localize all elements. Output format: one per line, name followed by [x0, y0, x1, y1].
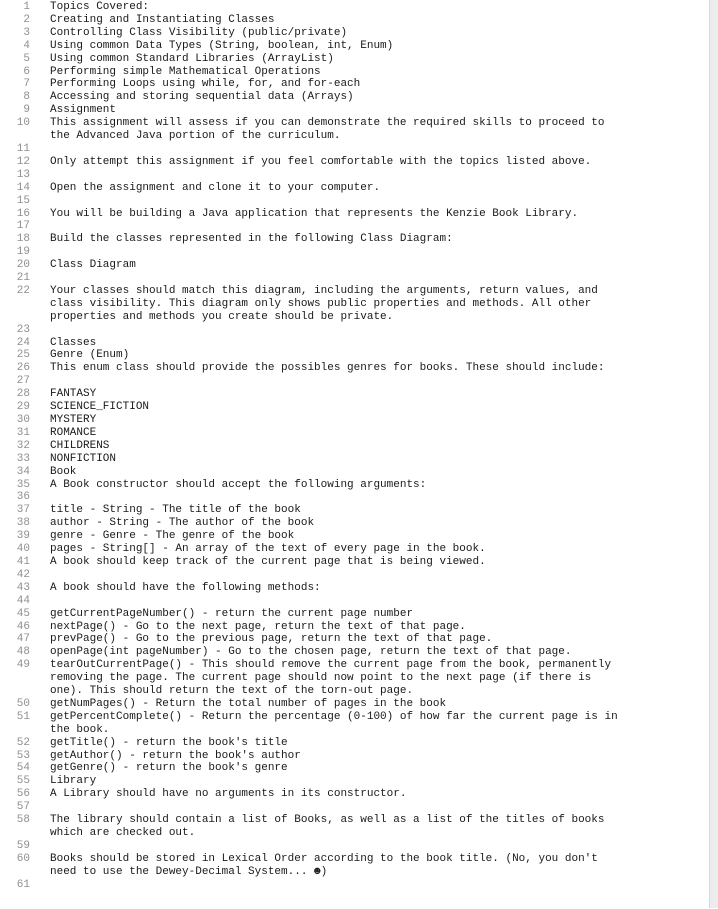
editor-line[interactable]	[0, 479, 710, 492]
line-number: 10	[16, 117, 30, 130]
line-number: 35	[16, 478, 30, 491]
line-number: 55	[16, 775, 30, 788]
editor-line[interactable]	[0, 517, 710, 530]
line-number: 18	[16, 233, 30, 246]
editor-line[interactable]	[0, 440, 710, 453]
line-number: 23	[16, 323, 30, 336]
line-text: pages - String[] - An array of the text of every page in the book.	[50, 543, 486, 556]
line-text: Accessing and storing sequential data (Arrays)	[50, 91, 354, 104]
editor-line[interactable]	[0, 246, 710, 259]
line-text: getTitle() - return the book's title	[50, 736, 288, 749]
editor-line[interactable]	[0, 78, 710, 91]
editor-line[interactable]	[0, 608, 710, 621]
line-text: A book should have the following methods:	[50, 581, 321, 594]
editor-line[interactable]	[0, 491, 710, 504]
line-text: prevPage() - Go to the previous page, return the text of that page.	[50, 633, 493, 646]
line-text: You will be building a Java application that represents the Kenzie Book Library.	[50, 207, 579, 220]
line-number: 31	[16, 426, 30, 439]
line-number: 34	[16, 465, 30, 478]
editor-line[interactable]	[0, 879, 710, 892]
line-number: 59	[16, 839, 30, 852]
editor-line[interactable]	[0, 156, 710, 169]
line-number: 52	[16, 736, 30, 749]
line-text: nextPage() - Go to the next page, return the text of that page.	[50, 620, 466, 633]
line-text: A Library should have no arguments in its constructor.	[50, 788, 407, 801]
line-number: 2	[23, 13, 30, 26]
line-text: openPage(int pageNumber) - Go to the chosen page, return the text of that page.	[50, 646, 572, 659]
editor-line[interactable]	[0, 337, 710, 350]
editor-line[interactable]	[0, 750, 710, 763]
line-number: 8	[23, 91, 30, 104]
editor-line[interactable]	[0, 646, 710, 659]
line-text: Performing Loops using while, for, and for-each	[50, 78, 361, 91]
editor-line[interactable]	[0, 91, 710, 104]
line-number: 37	[16, 504, 30, 517]
editor-line[interactable]	[0, 788, 710, 801]
editor-line[interactable]	[0, 195, 710, 208]
editor-line[interactable]	[0, 233, 710, 246]
line-text: Topics Covered:	[50, 1, 150, 13]
line-text: Your classes should match this diagram, including the arguments, return values, and class visibility. This diagram only shows public properties and methods. All other properties and methods you create should be private.	[50, 284, 598, 323]
line-text: Using common Standard Libraries (ArrayList)	[50, 52, 334, 65]
editor-line[interactable]	[0, 543, 710, 556]
line-text: CHILDRENS	[50, 439, 110, 452]
editor-line[interactable]	[0, 853, 710, 879]
editor-line[interactable]	[0, 569, 710, 582]
editor-line[interactable]	[0, 220, 710, 233]
line-number: 24	[16, 336, 30, 349]
editor-line[interactable]	[0, 169, 710, 182]
line-text: tearOutCurrentPage() - This should remove the current page from the book, permanently removing the page. The current page should now point to the next page (if there is one). This should return the text of the torn-out page.	[50, 659, 612, 698]
line-number: 42	[16, 568, 30, 581]
line-text: A Book constructor should accept the following arguments:	[50, 478, 427, 491]
line-number: 44	[16, 594, 30, 607]
line-number: 51	[16, 710, 30, 723]
editor-line[interactable]	[0, 14, 710, 27]
line-text: Creating and Instantiating Classes	[50, 13, 275, 26]
editor-line[interactable]	[0, 117, 710, 143]
line-number: 30	[16, 414, 30, 426]
editor-line[interactable]	[0, 453, 710, 466]
line-text: Genre (Enum)	[50, 349, 130, 362]
line-text: Class Diagram	[50, 259, 136, 272]
line-number: 54	[16, 762, 30, 775]
line-number: 13	[16, 168, 30, 181]
line-text: Book	[50, 465, 77, 478]
line-text: Open the assignment and clone it to your computer.	[50, 181, 381, 194]
line-number: 6	[23, 65, 30, 78]
editor-line[interactable]	[0, 737, 710, 750]
editor-line[interactable]	[0, 349, 710, 362]
line-number: 19	[16, 246, 30, 259]
line-text: getPercentComplete() - Return the percentage (0-100) of how far the current page is in the book.	[50, 710, 618, 736]
line-text: This enum class should provide the possibles genres for books. These should include:	[50, 362, 605, 375]
line-text: Library	[50, 775, 97, 788]
line-text: SCIENCE_FICTION	[50, 401, 150, 414]
line-number: 14	[16, 181, 30, 194]
line-number: 20	[16, 259, 30, 272]
line-text: MYSTERY	[50, 414, 97, 426]
line-text: Controlling Class Visibility (public/private)	[50, 26, 348, 39]
line-number: 47	[16, 633, 30, 646]
editor-line[interactable]	[0, 698, 710, 711]
editor-line[interactable]	[0, 840, 710, 853]
editor-line[interactable]	[0, 66, 710, 79]
line-text: Assignment	[50, 104, 117, 117]
line-number: 33	[16, 452, 30, 465]
editor-line[interactable]	[0, 27, 710, 40]
editor-line[interactable]	[0, 1, 710, 14]
line-number: 15	[16, 194, 30, 207]
editor-line[interactable]	[0, 143, 710, 156]
editor-line[interactable]	[0, 285, 710, 324]
line-number: 1	[23, 1, 30, 13]
line-text: title - String - The title of the book	[50, 504, 301, 517]
editor-line[interactable]	[0, 40, 710, 53]
line-text: Books should be stored in Lexical Order according to the book title. (No, you don't need to use the Dewey-Decimal System... ☻)	[50, 852, 598, 878]
line-number: 46	[16, 620, 30, 633]
editor-line[interactable]	[0, 259, 710, 272]
line-text: Build the classes represented in the following Class Diagram:	[50, 233, 453, 246]
line-number: 58	[16, 814, 30, 827]
line-number: 61	[16, 878, 30, 891]
editor-line[interactable]	[0, 375, 710, 388]
line-number: 17	[16, 220, 30, 233]
line-text: author - String - The author of the book	[50, 517, 315, 530]
editor-line[interactable]	[0, 762, 710, 775]
line-number: 36	[16, 491, 30, 504]
line-text: getCurrentPageNumber() - return the current page number	[50, 607, 414, 620]
line-text: ROMANCE	[50, 426, 97, 439]
line-text: genre - Genre - The genre of the book	[50, 530, 295, 543]
line-number: 11	[16, 142, 30, 155]
editor-line[interactable]	[0, 388, 710, 401]
line-number: 25	[16, 349, 30, 362]
editor-line[interactable]	[0, 53, 710, 66]
editor-line[interactable]	[0, 582, 710, 595]
line-text: The library should contain a list of Books, as well as a list of the titles of books which are checked out.	[50, 814, 605, 839]
line-number: 40	[16, 543, 30, 556]
line-text: getGenre() - return the book's genre	[50, 762, 288, 775]
line-text: NONFICTION	[50, 452, 117, 465]
editor-line[interactable]	[0, 633, 710, 646]
line-number: 3	[23, 26, 30, 39]
line-text: Using common Data Types (String, boolean, int, Enum)	[50, 39, 394, 52]
line-number: 12	[16, 155, 30, 168]
editor-line[interactable]	[0, 659, 710, 698]
editor-line[interactable]	[0, 711, 710, 737]
line-number: 29	[16, 401, 30, 414]
editor-line[interactable]	[0, 324, 710, 337]
editor-line[interactable]	[0, 801, 710, 814]
line-number: 28	[16, 388, 30, 401]
editor-line[interactable]	[0, 272, 710, 285]
line-number: 5	[23, 52, 30, 65]
line-number: 16	[16, 207, 30, 220]
line-number: 48	[16, 646, 30, 659]
editor-line[interactable]	[0, 104, 710, 117]
editor-line[interactable]	[0, 182, 710, 195]
line-text: A book should keep track of the current page that is being viewed.	[50, 555, 486, 568]
line-number: 57	[16, 801, 30, 814]
line-text: FANTASY	[50, 388, 97, 401]
line-number: 38	[16, 517, 30, 530]
line-text: This assignment will assess if you can demonstrate the required skills to proceed to the Advanced Java portion of the curriculum.	[50, 117, 605, 143]
line-number: 45	[16, 607, 30, 620]
editor-line[interactable]	[0, 814, 710, 840]
editor-line[interactable]	[0, 775, 710, 788]
editor-line[interactable]	[0, 504, 710, 517]
editor-line[interactable]	[0, 530, 710, 543]
line-text: Performing simple Mathematical Operations	[50, 65, 321, 78]
editor-line[interactable]	[0, 621, 710, 634]
line-number: 50	[16, 697, 30, 710]
vertical-scrollbar[interactable]	[709, 0, 718, 908]
line-number: 60	[16, 852, 30, 865]
line-number: 4	[23, 39, 30, 52]
line-number: 9	[23, 104, 30, 117]
line-text: Classes	[50, 336, 97, 349]
editor-line[interactable]	[0, 556, 710, 569]
editor-line[interactable]	[0, 414, 710, 427]
line-text: Only attempt this assignment if you feel comfortable with the topics listed above.	[50, 155, 592, 168]
editor-line[interactable]	[0, 362, 710, 375]
editor-line[interactable]	[0, 401, 710, 414]
line-number: 26	[16, 362, 30, 375]
line-number: 43	[16, 581, 30, 594]
line-number: 27	[16, 375, 30, 388]
line-number: 39	[16, 530, 30, 543]
line-number: 32	[16, 439, 30, 452]
editor-line[interactable]	[0, 595, 710, 608]
editor-line[interactable]	[0, 427, 710, 440]
line-number: 22	[16, 284, 30, 297]
line-number: 49	[16, 659, 30, 672]
line-number: 41	[16, 555, 30, 568]
line-number: 7	[23, 78, 30, 91]
line-text: getAuthor() - return the book's author	[50, 749, 301, 762]
editor-line[interactable]	[0, 466, 710, 479]
line-number: 53	[16, 749, 30, 762]
editor-line[interactable]	[0, 208, 710, 221]
line-text: getNumPages() - Return the total number of pages in the book	[50, 697, 447, 710]
line-number: 21	[16, 272, 30, 285]
line-number: 56	[16, 788, 30, 801]
